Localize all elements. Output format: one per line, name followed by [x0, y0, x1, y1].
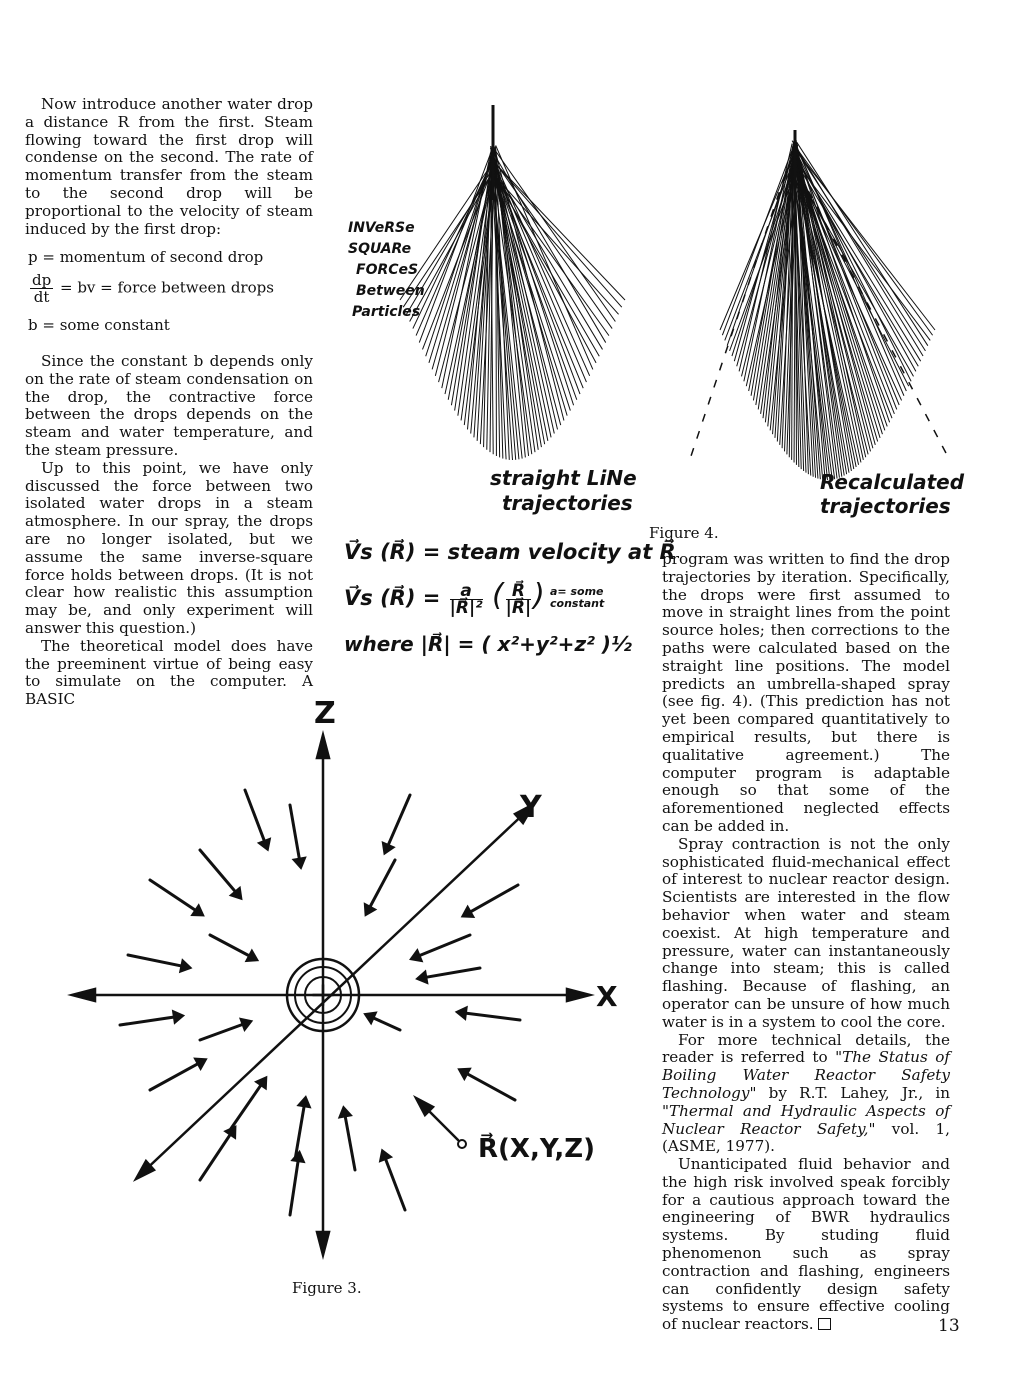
inward-arrow	[370, 860, 395, 907]
inward-arrowhead	[463, 908, 472, 917]
inward-arrow	[419, 935, 470, 956]
equation-momentum: p = momentum of second drop	[28, 248, 264, 266]
equation-force: $\frac{dp}{dt}$ = bv = force between drops	[32, 271, 274, 306]
spray-straight-trajectories	[400, 105, 625, 460]
inward-arrowhead	[383, 843, 392, 852]
reference-title-1: "The Status of Boiling Water Reactor Safety Technology"	[662, 1048, 950, 1102]
inward-arrow	[345, 1116, 355, 1170]
equation-magnitude: where |R⃗| = ( x²+y²+z² )½	[344, 632, 632, 656]
inward-arrowhead	[226, 1128, 235, 1137]
inward-arrowhead	[241, 1020, 250, 1029]
inward-arrow	[150, 1064, 198, 1090]
x-axis-arrowhead-right	[567, 989, 590, 1001]
spray-recalculated-trajectories	[720, 130, 935, 480]
inward-arrowhead	[193, 906, 202, 915]
inward-arrowhead	[174, 1012, 183, 1022]
spray-line	[492, 167, 570, 411]
inward-arrowhead	[181, 961, 190, 971]
inward-arrowhead	[458, 1008, 467, 1018]
spray-line	[493, 167, 584, 388]
inward-arrow	[290, 1161, 298, 1215]
label-recalculated-trajectories: Recalculated trajectories	[820, 470, 965, 518]
inward-arrow	[128, 955, 182, 966]
page-number: 13	[938, 1316, 960, 1336]
spray-line	[493, 157, 545, 444]
spray-line	[416, 161, 492, 336]
paragraph-flashing: Spray contraction is not the only sophisticated fluid-mechanical effect of interest to nuclear reactor design. Scientists are interested in the flow behavior when water and steam coexist. At high temperature and pressure, water can instantaneously change into steam; this is called flashing. Because of flashing, an operator can be unsure of how much water is in a system to cool the core.	[662, 834, 950, 1031]
inward-arrow	[120, 1017, 174, 1025]
intro-paragraph: Now introduce another water drop a distance R from the first. Steam flowing toward the first drop will condense on the second. The rate of momentum transfer from the steam to the second drop will be proportional to the velocity of steam induced by the first drop:	[25, 95, 313, 238]
paragraph-constant: Since the constant b depends only on the rate of steam condensation on the drop, the contractive force between the drops depends on the steam and water temperature, and the steam pressure.	[25, 352, 313, 459]
y-axis	[140, 808, 530, 1175]
figure4-caption: Figure 4.	[649, 524, 719, 542]
paragraph-program: program was written to find the drop trajectories by iteration. Specifically, the drops were first assumed to move in straight lines from the point source holes; then corrections to the paths were calculated based on the straight line positions. The model predicts an umbrella-shaped spray (see fig. 4). (This prediction has not yet been compared quantitatively to empirical results, but there is qualitative agreement.) The computer program is adaptable enough so that some of the aforementioned neglected effects can be added in.	[662, 550, 950, 835]
label-inverse-square: INVeRSe SQUARe FORCeS Between Particles	[348, 220, 425, 320]
equation-note-constant: a= some constant	[550, 585, 605, 610]
inward-arrow	[467, 1074, 515, 1100]
inward-arrow	[245, 790, 265, 841]
label-axis-x: X	[596, 980, 618, 1013]
z-axis-arrowhead-down	[317, 1232, 329, 1255]
spray-line	[455, 154, 493, 411]
equation-steam-velocity: V⃗s (R⃗) = steam velocity at R⃗	[344, 540, 676, 564]
paragraph-references: For more technical details, the reader is referred to "The Status of Boiling Water Reactor Safety Technology" by R.T. Lahey, Jr., in "Thermal and Hydraulic Aspects of Nuclear Reactor Safety," vol. 1, (ASME, 1977).	[662, 1030, 950, 1156]
x-axis-arrowhead-left	[72, 989, 95, 1001]
inward-arrow	[200, 1134, 230, 1180]
equation-inverse-square: V⃗s (R⃗) = $\frac{a}{\text{|R⃗|²}}$ ( $\frac{R⃗}{|R⃗|}$ )	[344, 578, 545, 618]
label-point-r: R⃗(X,Y,Z)	[478, 1134, 595, 1164]
inward-arrowhead	[365, 905, 374, 914]
paragraph-isolated-drops: Up to this point, we have only discussed the force between two isolated water drops in a steam atmosphere. In our spray, the drops are no longer isolated, but we assume the same inverse-square force holds between drops. (It is not clear how realistic this assumption may be, and only experiment will answer this question.)	[25, 458, 313, 637]
inward-arrowhead	[257, 1078, 266, 1087]
inward-arrow	[230, 1085, 261, 1130]
inward-arrowhead	[366, 1013, 375, 1022]
label-axis-z: Z	[314, 696, 336, 731]
inward-arrow	[200, 850, 236, 892]
spray-line	[753, 159, 792, 400]
inward-arrow	[200, 1024, 243, 1040]
inward-arrow	[210, 935, 250, 956]
paragraph-conclusion: Unanticipated fluid behavior and the high risk involved speak forcibly for a cautious approach toward the engineering of BWR hydraulics systems. By studing fluid phenomenon such as spray contraction and flashing, engineers can confidently design safety systems to ensure effective cooling of nuclear reactors.	[662, 1155, 950, 1334]
figure3-caption: Figure 3.	[292, 1279, 362, 1297]
inward-arrowhead	[418, 972, 427, 982]
inward-arrow	[150, 880, 196, 910]
inward-arrow	[388, 795, 410, 845]
inward-arrowhead	[381, 1151, 390, 1160]
inward-arrow	[426, 968, 480, 977]
inward-arrowhead	[460, 1069, 469, 1078]
inward-arrows	[120, 790, 520, 1215]
inward-arrowhead	[299, 1098, 309, 1107]
equation-constant: b = some constant	[28, 316, 170, 334]
label-straight-trajectories: straight LiNe trajectories	[490, 466, 637, 515]
paragraph-model: The theoretical model does have the preeminent virtue of being easy to simulate on the computer. A BASIC	[25, 636, 313, 709]
z-axis-arrowhead-up	[317, 735, 329, 758]
inward-arrow	[373, 1018, 400, 1030]
inward-arrow	[385, 1159, 405, 1210]
inward-arrowhead	[196, 1059, 205, 1068]
reference-title-2: "Thermal and Hydraulic Aspects of Nuclear Reactor Safety,"	[662, 1101, 950, 1138]
label-axis-y: Y	[520, 790, 542, 825]
point-r	[458, 1140, 466, 1148]
inward-arrow	[290, 805, 299, 859]
inward-arrow	[465, 1013, 520, 1020]
inward-arrowhead	[412, 951, 421, 960]
inward-arrowhead	[260, 840, 269, 849]
inward-arrow	[470, 885, 518, 912]
spray-line	[794, 145, 933, 336]
inward-arrowhead	[340, 1108, 350, 1117]
dp-dt-fraction: $\frac{dp}{dt}$	[32, 271, 52, 306]
inward-arrowhead	[247, 952, 256, 961]
figure3-diagram	[72, 735, 590, 1255]
inward-arrowhead	[294, 858, 304, 867]
